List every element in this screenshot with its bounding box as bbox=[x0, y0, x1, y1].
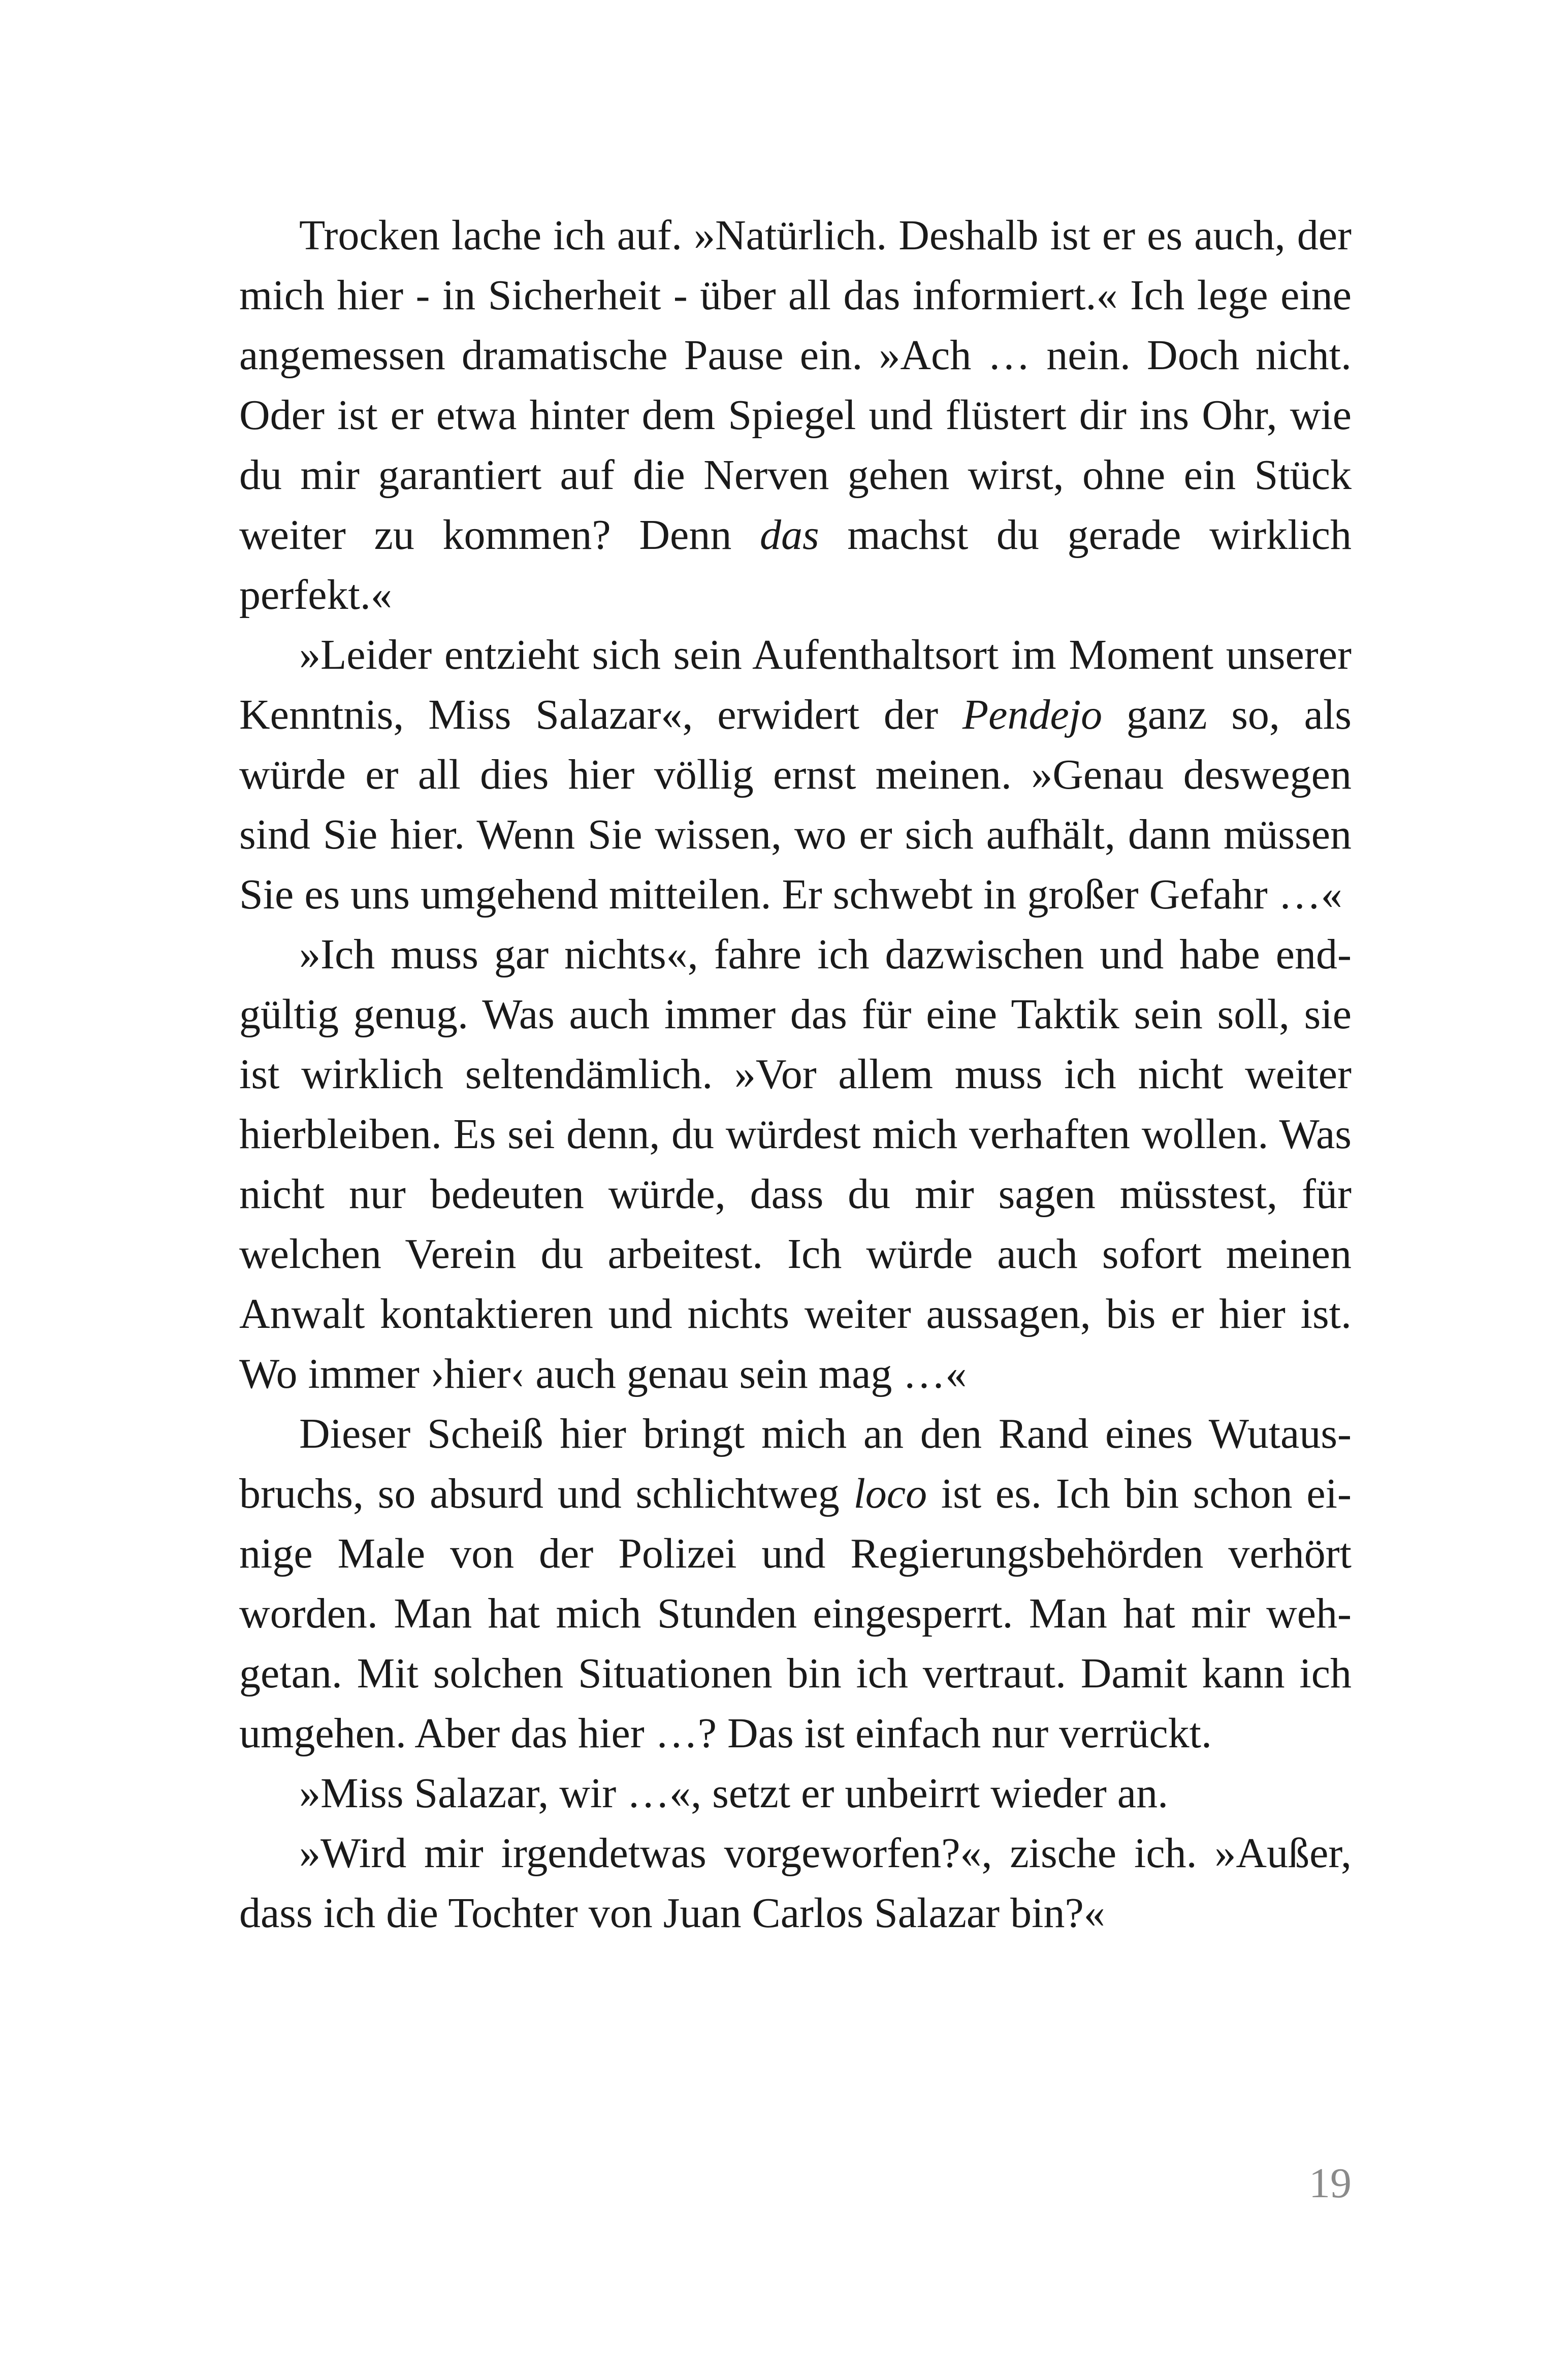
paragraph-5 bbox=[239, 1764, 1352, 1823]
text-run: ist es. Ich bin schon einige Male von der Polizei und Regierungsbehörden verhört worden. Man hat mich Stunden eingesperrt. Man hat mir wehgetan. Mit solchen Situationen bin ich vertraut. Damit kann ich umgehen. Aber das hier …? Das ist einfach nur verrückt. bbox=[239, 1470, 1352, 1757]
paragraph-6 bbox=[239, 1823, 1352, 1943]
text-run: machst du gerade wirklich perfekt.« bbox=[239, 511, 1352, 618]
text-run: »Leider entzieht sich sein Aufenthaltsort im Moment unserer Kenntnis, Miss Salazar«, erwidert der bbox=[239, 631, 1352, 738]
page-number: 19 bbox=[1309, 2160, 1352, 2207]
text-run: Dieser Scheiß hier bringt mich an den Rand eines Wutausbruchs, so absurd und schlichtweg bbox=[239, 1410, 1352, 1517]
paragraph-1 bbox=[239, 206, 1352, 625]
text-run: ganz so, als würde er all dies hier völlig ernst meinen. »Genau deswegen sind Sie hier. Wenn Sie wissen, wo er sich aufhält, dann müssen Sie es uns umgehend mitteilen. Er schwebt in großer Gefahr …« bbox=[239, 691, 1352, 918]
body-text bbox=[239, 206, 1352, 1943]
paragraph-4 bbox=[239, 1404, 1352, 1764]
paragraph-2 bbox=[239, 625, 1352, 925]
text-run: »Ich muss gar nichts«, fahre ich dazwischen und habe endgültig genug. Was auch immer das für eine Taktik sein soll, sie ist wirklich seltendämlich. »Vor allem muss ich nicht weiter hierbleiben. Es sei denn, du würdest mich verhaften wollen. Was nicht nur bedeuten würde, dass du mir sagen müsstest, für welchen Verein du arbeitest. Ich würde auch sofort meinen Anwalt kontaktieren und nichts weiter aussagen, bis er hier ist. Wo immer ›hier‹ auch genau sein mag …« bbox=[239, 931, 1352, 1397]
text-run: »Wird mir irgendetwas vorgeworfen?«, zische ich. »Außer, dass ich die Tochter von Juan Carlos Salazar bin?« bbox=[239, 1830, 1352, 1937]
text-run: Trocken lache ich auf. »Natürlich. Deshalb ist er es auch, der mich hier - in Sicherheit - über all das informiert.« Ich lege eine angemessen dramatische Pause ein. »Ach … nein. Doch nicht. Oder ist er etwa hinter dem Spiegel und flüstert dir ins Ohr, wie du mir garantiert auf die Nerven gehen wirst, ohne ein Stück weiter zu kommen? Denn bbox=[239, 212, 1352, 559]
text-run: »Miss Salazar, wir …«, setzt er unbeirrt wieder an. bbox=[299, 1770, 1169, 1817]
paragraph-3 bbox=[239, 925, 1352, 1404]
italic-word: loco bbox=[853, 1470, 927, 1517]
italic-word: das bbox=[759, 511, 819, 559]
italic-word: Pendejo bbox=[962, 691, 1103, 738]
